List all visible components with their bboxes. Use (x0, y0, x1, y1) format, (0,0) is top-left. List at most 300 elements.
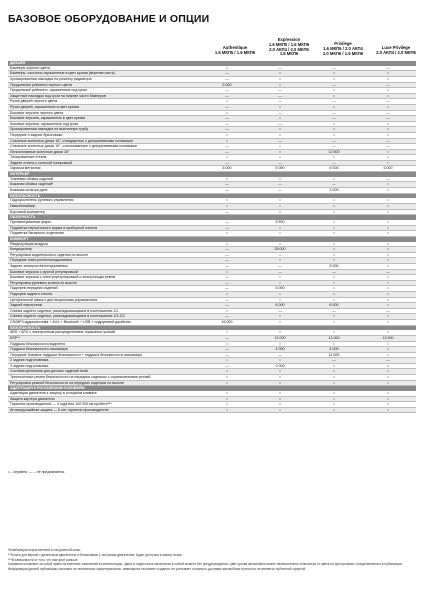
row-value: • (226, 407, 228, 412)
row-value: • (387, 127, 389, 132)
row-value: — (225, 149, 229, 154)
row-label: Передние электростеклоподъемники (10, 258, 73, 263)
column-header-line: Luxe Privilege (381, 45, 411, 50)
row-label: Боковые зеркала черного цвета (10, 110, 64, 115)
column-header-line: 1.6 МКП6 / 2.0 АКП4 (323, 45, 363, 51)
row-value: — (278, 99, 282, 104)
row-value: • (387, 363, 389, 368)
row-value: • (226, 330, 228, 335)
section-header: ОБЗОРНОСТЬ (8, 215, 416, 220)
row-value: — (225, 160, 229, 165)
row-value: — (225, 225, 229, 230)
row-value: • (333, 220, 335, 225)
row-label: Боковые зеркала, окрашенные в цвет кузова (10, 116, 86, 121)
row-value: • (333, 314, 335, 319)
row-value: • (333, 209, 335, 214)
table-row (8, 408, 416, 414)
row-value: • (387, 314, 389, 319)
row-value: — (225, 247, 229, 252)
row-value: — (278, 110, 282, 115)
row-label: Гарантия производителя — 3 года или 100 000 км пробега*** (10, 402, 112, 407)
row-value: • (387, 160, 389, 165)
row-label: Стальные колесные диски 16", стилизованные с декоративными колпаками (10, 144, 137, 149)
row-value: 6 000 (275, 166, 285, 171)
row-value: — (225, 88, 229, 93)
row-value: • (226, 380, 228, 385)
row-value: 12 500 (328, 149, 340, 154)
row-value: • (333, 341, 335, 346)
row-value: 6 000 (222, 166, 232, 171)
column-header-line: Expression (277, 37, 301, 42)
row-label: Хромированная накладка на выхлопную трубу (10, 127, 89, 132)
row-value: • (279, 149, 281, 154)
row-value: • (279, 209, 281, 214)
row-label: Подушка безопасности пассажира (10, 347, 68, 352)
row-value: • (333, 231, 335, 236)
row-value: • (387, 182, 389, 187)
row-value: — (225, 104, 229, 109)
row-value: • (333, 297, 335, 302)
row-value: • (279, 176, 281, 181)
row-value: — (225, 263, 229, 268)
row-value: — (225, 363, 229, 368)
row-value: • (279, 204, 281, 209)
row-value: • (226, 99, 228, 104)
section-header: БЕЗОПАСНОСТЬ (8, 326, 416, 331)
row-value: • (226, 402, 228, 407)
row-label: Хромированная накладка на решетку радиатора (10, 76, 92, 81)
row-label: Защитные накладки под хром на нижние части бамперов (10, 93, 106, 98)
row-value: • (279, 82, 281, 87)
row-label: Продольные рейлинги черного цвета (10, 82, 72, 87)
row-value: • (279, 116, 281, 121)
row-value: — (386, 99, 390, 104)
row-value: — (225, 76, 229, 81)
row-label: CD/MP3-аудиосистема + AUX + Bluetooth + USB + подрулевой джойстик (10, 319, 131, 324)
row-value: • (387, 104, 389, 109)
row-value: • (279, 330, 281, 335)
row-value: — (278, 182, 282, 187)
section-header: ИНТЕРЬЕР (8, 172, 416, 177)
row-value: • (279, 391, 281, 396)
row-value: — (225, 314, 229, 319)
row-value: • (279, 291, 281, 296)
row-label: Задний парктроник (10, 303, 43, 308)
row-value: — (278, 121, 282, 126)
row-value: 6 000 (383, 166, 393, 171)
row-label: Задние электростеклоподъемники (10, 263, 68, 268)
row-value: • (387, 198, 389, 203)
row-label: Регулировка ремней безопасности на передних сиденьях по высоте (10, 380, 125, 385)
row-value: — (225, 116, 229, 121)
row-value: — (332, 358, 336, 363)
row-value: — (225, 280, 229, 285)
row-value: • (279, 407, 281, 412)
table-row (8, 320, 416, 326)
row-value: — (278, 160, 282, 165)
row-value: — (386, 65, 390, 70)
row-value: • (226, 155, 228, 160)
row-value: — (278, 269, 282, 274)
row-value: • (226, 241, 228, 246)
row-value: — (386, 110, 390, 115)
row-value: • (279, 396, 281, 401)
row-value: — (225, 93, 229, 98)
table-row (8, 231, 416, 237)
row-value: — (225, 352, 229, 357)
row-value: 25 000 (274, 247, 286, 252)
column-header-line: 2.0 МКП6 / 1.5 МКП6 (322, 50, 364, 56)
row-value: • (387, 71, 389, 76)
row-value: • (279, 258, 281, 263)
row-value: 5 500 (275, 220, 285, 225)
row-value: — (332, 138, 336, 143)
row-value: • (279, 341, 281, 346)
row-value: • (279, 155, 281, 160)
footnote: *Комбинация искусственной и натуральной кожи. (8, 548, 82, 552)
row-value: • (333, 198, 335, 203)
row-label: Кожаная оплетка руля (10, 188, 48, 193)
column-header-line: 1.5 МКП6 (279, 51, 299, 57)
row-value: • (387, 286, 389, 291)
row-value: • (333, 258, 335, 263)
row-label: Гидроусилитель рулевого управления (10, 198, 74, 203)
row-label: Передние боковые подушки безопасности + подушка безопасности пассажира (10, 352, 142, 357)
row-label: Рециркуляция воздуха (10, 241, 48, 246)
row-value: 6 000 (222, 82, 232, 87)
row-value: 6 000 (275, 286, 285, 291)
row-label: Центральный замок с дистанционным управлением (10, 297, 98, 302)
row-value: — (332, 144, 336, 149)
row-value: • (226, 291, 228, 296)
section-header: КОМФОРТ (8, 237, 416, 242)
row-value: — (225, 303, 229, 308)
row-value: • (333, 330, 335, 335)
row-value: • (333, 76, 335, 81)
row-value: • (333, 247, 335, 252)
row-value: • (387, 93, 389, 98)
section-header: АДАПТАЦИЯ К РОССИЙСКИМ УСЛОВИЯМ (8, 386, 416, 391)
row-value: • (279, 252, 281, 257)
row-value: • (279, 402, 281, 407)
section-header: БЕЗОПАСНОСТЬ (8, 194, 416, 199)
row-label: Бамперы черного цвета (10, 65, 50, 70)
column-header-line: Authentique (222, 45, 248, 50)
row-value: • (333, 252, 335, 257)
row-value: — (332, 99, 336, 104)
row-value: • (387, 396, 389, 401)
row-value: • (333, 121, 335, 126)
row-value: — (225, 220, 229, 225)
table-row (8, 210, 416, 216)
row-value: • (333, 225, 335, 230)
row-value: — (278, 93, 282, 98)
row-value: • (279, 314, 281, 319)
row-value: — (225, 209, 229, 214)
row-label: Кожаная обивка сидений* (10, 182, 54, 187)
row-label: Подогрев заднего стекла (10, 291, 52, 296)
row-value: • (387, 380, 389, 385)
row-value: • (279, 380, 281, 385)
row-value: — (332, 65, 336, 70)
row-label: Адаптация двигателя к запуску в холодном климате (10, 391, 97, 396)
row-value: • (387, 275, 389, 280)
row-value: • (387, 402, 389, 407)
table-row (8, 166, 416, 172)
row-value: • (387, 369, 389, 374)
row-value: • (387, 209, 389, 214)
row-value: — (386, 116, 390, 121)
row-value: — (278, 138, 282, 143)
row-label: Регулировка рулевого колеса по высоте (10, 280, 78, 285)
footnote: ***В зависимости от того, что наступит раньше. (8, 557, 79, 562)
row-value: — (386, 82, 390, 87)
row-value: • (226, 198, 228, 203)
row-value: 4 000 (275, 347, 285, 352)
row-value: • (226, 176, 228, 181)
row-label: Передние и задние брызговики (10, 132, 63, 137)
row-label: Бамперы, частично окрашенные в цвет кузова (верхняя часть) (10, 71, 115, 76)
row-value: • (333, 391, 335, 396)
row-value: 13 000 (328, 335, 340, 340)
row-value: • (333, 375, 335, 380)
row-value: • (226, 391, 228, 396)
row-label: Подсветка перчаточного ящика в приборной панели (10, 225, 98, 230)
row-label: Ручки дверей, окрашенные в цвет кузова (10, 104, 79, 109)
row-value: • (279, 280, 281, 285)
row-value: — (225, 335, 229, 340)
row-label: Противотуманные фары (10, 220, 51, 225)
row-label: Боковые зеркала с ручной регулировкой (10, 269, 78, 274)
row-value: — (332, 116, 336, 121)
row-value: • (226, 110, 228, 115)
row-value: • (333, 204, 335, 209)
row-label: Подушка безопасности водителя (10, 341, 66, 346)
legend: • – серийно; — – не предлагается. (8, 470, 66, 474)
column-header-line: 2.0 АКП4 / 2.0 МКП6 (376, 49, 416, 55)
row-value: • (226, 369, 228, 374)
row-value: — (225, 121, 229, 126)
row-value: • (387, 352, 389, 357)
row-value: 6 000 (329, 303, 339, 308)
row-value: 4 000 (329, 347, 339, 352)
row-label: Система крепления для детских сидений Isofix (10, 369, 89, 374)
equipment-table (8, 61, 416, 413)
row-value: — (225, 286, 229, 291)
row-label: Окраска металлик (10, 166, 41, 171)
row-value: • (279, 241, 281, 246)
row-value: • (333, 363, 335, 368)
row-value: • (387, 391, 389, 396)
row-value: 5 000 (329, 263, 339, 268)
row-value: • (279, 127, 281, 132)
row-value: • (333, 275, 335, 280)
column-header-line: 1.6 МКП5 / 1.6 МКП6 (214, 49, 256, 55)
row-value: • (387, 347, 389, 352)
row-value: • (333, 286, 335, 291)
row-value: • (279, 225, 281, 230)
row-value: • (387, 303, 389, 308)
row-value: • (333, 369, 335, 374)
row-value: • (279, 369, 281, 374)
row-value: • (279, 358, 281, 363)
row-value: • (226, 396, 228, 401)
row-value: • (333, 402, 335, 407)
row-value: • (387, 241, 389, 246)
row-label: Бортовой компьютер (10, 209, 45, 214)
row-value: — (278, 88, 282, 93)
row-value: 13 000 (382, 335, 394, 340)
row-label: Боковые зеркала, окрашенные под хром (10, 121, 79, 126)
row-value: • (387, 319, 389, 324)
row-value: • (226, 138, 228, 143)
row-value: • (333, 241, 335, 246)
row-value: — (386, 176, 390, 181)
row-value: — (225, 252, 229, 257)
column-header-luxe-privilege (370, 46, 422, 56)
row-value: • (279, 104, 281, 109)
row-value: — (332, 82, 336, 87)
row-value: • (387, 330, 389, 335)
row-value: • (279, 71, 281, 76)
row-value: — (278, 263, 282, 268)
row-value: — (386, 144, 390, 149)
footnotes (8, 548, 416, 571)
row-label: Регулировка водительского сиденья по высоте (10, 252, 89, 257)
row-value: • (333, 396, 335, 401)
row-value: • (279, 144, 281, 149)
row-value: • (387, 280, 389, 285)
row-value: — (225, 71, 229, 76)
row-value: • (333, 380, 335, 385)
row-value: • (279, 375, 281, 380)
row-value: • (333, 407, 335, 412)
row-value: — (332, 182, 336, 187)
row-value: — (332, 110, 336, 115)
row-label: Спинка заднего сиденья, раскладывающаяся в соотношении 1/1 (10, 308, 119, 313)
row-value: • (226, 308, 228, 313)
row-value: — (278, 308, 282, 313)
row-value: • (279, 198, 281, 203)
row-label: 2 задних подголовника (10, 358, 49, 363)
row-value: — (332, 269, 336, 274)
row-value: • (387, 252, 389, 257)
row-value: • (387, 297, 389, 302)
row-value: — (386, 138, 390, 143)
row-label: Стальные колесные диски 16", стандартные с декоративными колпаками (10, 138, 133, 143)
row-value: — (386, 358, 390, 363)
column-header-line: Privilege (334, 41, 352, 46)
row-value: — (225, 144, 229, 149)
row-value: • (387, 258, 389, 263)
row-value: • (387, 88, 389, 93)
row-value: — (225, 182, 229, 187)
row-label: Ручки дверей черного цвета (10, 99, 58, 104)
row-value: • (226, 341, 228, 346)
row-value: • (333, 132, 335, 137)
row-label: Тонированные стекла (10, 155, 47, 160)
row-value: • (387, 263, 389, 268)
row-value: • (387, 188, 389, 193)
row-value: • (226, 65, 228, 70)
row-value: • (226, 204, 228, 209)
row-value: • (387, 121, 389, 126)
row-value: 3 000 (329, 188, 339, 193)
row-value: • (333, 291, 335, 296)
row-label: Трехточечные ремни безопасности на передних сиденьях с ограничителями усилий (10, 375, 151, 380)
row-label: Подогрев передних сидений (10, 286, 58, 291)
column-headers (0, 38, 424, 58)
row-value: • (387, 291, 389, 296)
column-header-line: 1.6 МКП5 / 1.6 МКП6 (268, 41, 310, 47)
disclaimer: Компания оставляет за собой право на внесение изменений в комплектации, цвета и отделочные материалы в любой момент без предупреждения. Цвет кузова автомобиля может незначительно отличаться от цвета на фотографиях, представленных в публикации. Информация данной публикации основана на технических характеристиках, имеющихся на момент издания, не учитывает стоимость доставки автомобиля в регион и не является публичной офертой. (8, 562, 403, 571)
row-label: Боковые зеркала с электрорегулировкой и электроподогревом (10, 275, 116, 280)
row-value: • (279, 275, 281, 280)
row-value: • (387, 149, 389, 154)
row-value: — (332, 308, 336, 313)
row-value: 13 000 (274, 335, 286, 340)
row-value: • (387, 225, 389, 230)
row-value: • (387, 231, 389, 236)
row-value: 11 000 (328, 352, 340, 357)
row-value: • (333, 88, 335, 93)
column-header-privilege (318, 42, 368, 56)
row-value: — (278, 188, 282, 193)
column-header-line: 2.0 АКП4 / 2.0 МКП6 (269, 46, 309, 52)
row-value: • (333, 155, 335, 160)
row-value: • (387, 155, 389, 160)
row-value: — (225, 127, 229, 132)
row-value: 6 000 (275, 303, 285, 308)
row-value: • (333, 127, 335, 132)
row-label: Антикоррозийная защита — 6 лет гарантии производителя (10, 407, 109, 412)
row-label: Защита картера двигателя (10, 396, 55, 401)
row-label: Спинка заднего сиденья, раскладывающаяся в соотношении 1/3-2/3 (10, 314, 125, 319)
row-value: • (279, 231, 281, 236)
row-value: • (333, 176, 335, 181)
row-label: Подсветка багажного отделения (10, 231, 64, 236)
column-header-authentique (212, 46, 258, 56)
row-value: • (279, 319, 281, 324)
row-value: • (333, 104, 335, 109)
row-label: Иммобилайзер (10, 204, 36, 209)
table-row (8, 188, 416, 194)
row-value: — (386, 269, 390, 274)
row-label: Задние стекла с сильной тонировкой (10, 160, 73, 165)
row-value: — (278, 65, 282, 70)
row-value: • (226, 132, 228, 137)
row-value: • (387, 76, 389, 81)
row-value: • (226, 269, 228, 274)
row-label: 3 задних подголовника (10, 363, 49, 368)
row-value: • (279, 132, 281, 137)
row-label: ABS + AFU с электронным распределением тормозных усилий (10, 330, 116, 335)
row-label: Кондиционер (10, 247, 33, 252)
row-label: ESP** (10, 335, 20, 340)
row-value: — (386, 308, 390, 313)
row-value: — (278, 352, 282, 357)
row-label: Тканевая обивка сидений (10, 176, 54, 181)
row-value: • (387, 132, 389, 137)
row-value: • (333, 280, 335, 285)
row-value: • (226, 231, 228, 236)
row-value: 16 000 (221, 319, 233, 324)
row-value: • (226, 358, 228, 363)
row-value: • (279, 76, 281, 81)
row-value: — (225, 347, 229, 352)
row-value: • (387, 341, 389, 346)
row-value: 3 000 (275, 363, 285, 368)
